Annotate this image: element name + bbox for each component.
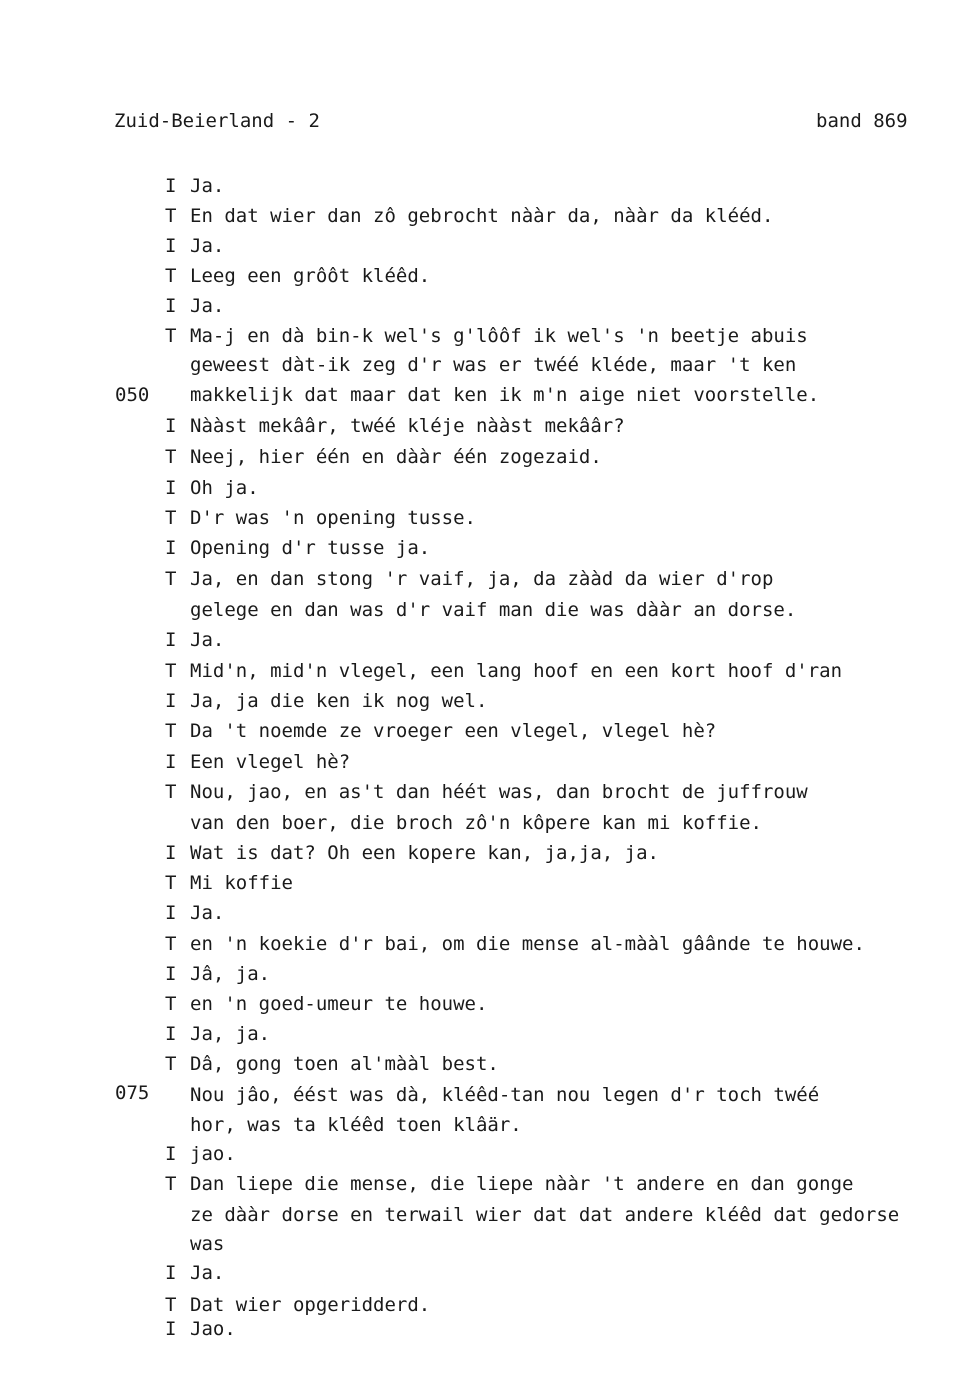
utterance-text: Ja.	[190, 235, 225, 257]
header-band-number: band 869	[816, 110, 908, 132]
transcript-line	[165, 1143, 236, 1165]
utterance-text: en 'n goed-umeur te houwe.	[190, 993, 488, 1015]
transcript-line	[165, 205, 773, 227]
transcript-line	[165, 963, 270, 985]
utterance-text: hor, was ta kléêd toen klâär.	[190, 1114, 522, 1136]
speaker-label: I	[165, 537, 177, 559]
utterance-text: Mi koffie	[190, 872, 293, 894]
utterance-text: Ja, ja.	[190, 1023, 271, 1045]
transcript-line	[165, 1173, 853, 1195]
transcript-line	[165, 902, 224, 924]
transcript-line	[165, 175, 224, 197]
transcript-line	[190, 1084, 819, 1106]
utterance-text: ze dààr dorse en terwail wier dat dat andere kléêd dat gedorse	[190, 1204, 900, 1226]
utterance-text: Dan liepe die mense, die liepe nààr 't andere en dan gonge	[190, 1173, 854, 1195]
transcript-line	[165, 660, 842, 682]
speaker-label: T	[165, 993, 177, 1015]
utterance-text: Nou, jao, en as't dan héét was, dan brocht de juffrouw	[190, 781, 808, 803]
transcript-line	[165, 415, 625, 437]
speaker-label: T	[165, 1173, 177, 1195]
transcript-line	[165, 751, 350, 773]
transcript-line	[190, 354, 796, 376]
transcript-line	[165, 477, 259, 499]
transcript-line	[190, 1233, 224, 1255]
speaker-label: I	[165, 295, 177, 317]
transcript-line	[165, 325, 808, 347]
speaker-label: I	[165, 963, 177, 985]
speaker-label: I	[165, 751, 177, 773]
utterance-text: gelege en dan was d'r vaif man die was dààr an dorse.	[190, 599, 797, 621]
utterance-text: Ja.	[190, 629, 225, 651]
utterance-text: Neej, hier één en dààr één zogezaid.	[190, 446, 602, 468]
utterance-text: Opening d'r tusse ja.	[190, 537, 431, 559]
utterance-text: Oh ja.	[190, 477, 259, 499]
speaker-label: T	[165, 325, 177, 347]
utterance-text: jao.	[190, 1143, 236, 1165]
transcript-line	[165, 690, 487, 712]
transcript-line	[165, 446, 602, 468]
speaker-label: I	[165, 842, 177, 864]
utterance-text: geweest dàt-ik zeg d'r was er twéé kléde, maar 't ken	[190, 354, 797, 376]
transcript-line	[165, 720, 716, 742]
speaker-label: T	[165, 446, 177, 468]
speaker-label: I	[165, 175, 177, 197]
transcript-line	[165, 1053, 499, 1075]
speaker-label: I	[165, 1318, 177, 1340]
speaker-label: I	[165, 629, 177, 651]
transcript-line	[165, 295, 224, 317]
speaker-label: T	[165, 1053, 177, 1075]
speaker-label: I	[165, 1262, 177, 1284]
speaker-label: T	[165, 1294, 177, 1316]
utterance-text: Leeg een grôôt kléêd.	[190, 265, 431, 287]
utterance-text: Ja.	[190, 1262, 225, 1284]
speaker-label: I	[165, 902, 177, 924]
speaker-label: I	[165, 1143, 177, 1165]
transcript-line	[165, 629, 224, 651]
utterance-text: Dâ, gong toen al'mààl best.	[190, 1053, 499, 1075]
speaker-label: T	[165, 781, 177, 803]
speaker-label: I	[165, 1023, 177, 1045]
transcript-line	[165, 507, 476, 529]
utterance-text: En dat wier dan zô gebrocht nààr da, nààr da klééd.	[190, 205, 774, 227]
transcript-line	[190, 599, 796, 621]
utterance-text: Nou jâo, éést was dà, kléêd-tan nou legen d'r toch twéé	[190, 1084, 820, 1106]
margin-line-number: 050	[115, 384, 150, 406]
utterance-text: Jao.	[190, 1318, 236, 1340]
transcript-line	[165, 933, 865, 955]
speaker-label: T	[165, 265, 177, 287]
transcript-line	[165, 537, 430, 559]
speaker-label: T	[165, 507, 177, 529]
utterance-text: Da 't noemde ze vroeger een vlegel, vlegel hè?	[190, 720, 717, 742]
utterance-text: Dat wier opgeridderd.	[190, 1294, 431, 1316]
header-title: Zuid-Beierland - 2	[114, 110, 320, 132]
speaker-label: I	[165, 690, 177, 712]
utterance-text: Mid'n, mid'n vlegel, een lang hoof en een kort hoof d'ran	[190, 660, 843, 682]
transcript-line	[165, 872, 293, 894]
utterance-text: makkelijk dat maar dat ken ik m'n aige niet voorstelle.	[190, 384, 820, 406]
utterance-text: van den boer, die broch zô'n kôpere kan mi koffie.	[190, 812, 762, 834]
speaker-label: I	[165, 235, 177, 257]
transcript-line	[165, 1318, 236, 1340]
transcript-line	[165, 993, 487, 1015]
utterance-text: Wat is dat? Oh een kopere kan, ja,ja, ja.	[190, 842, 659, 864]
speaker-label: T	[165, 568, 177, 590]
speaker-label: T	[165, 205, 177, 227]
transcript-line	[165, 235, 224, 257]
speaker-label: I	[165, 415, 177, 437]
transcript-line	[190, 384, 819, 406]
utterance-text: Ma-j en dà bin-k wel's g'lôôf ik wel's 'n beetje abuis	[190, 325, 808, 347]
transcript-line	[165, 1023, 270, 1045]
utterance-text: Nààst mekââr, twéé kléje nààst mekââr?	[190, 415, 625, 437]
speaker-label: T	[165, 720, 177, 742]
utterance-text: Jâ, ja.	[190, 963, 271, 985]
speaker-label: T	[165, 872, 177, 894]
transcript-line	[190, 812, 762, 834]
utterance-text: Een vlegel hè?	[190, 751, 351, 773]
transcript-line	[165, 842, 659, 864]
utterance-text: was	[190, 1233, 225, 1255]
speaker-label: T	[165, 660, 177, 682]
utterance-text: Ja.	[190, 175, 225, 197]
margin-line-number: 075	[115, 1082, 150, 1104]
utterance-text: en 'n koekie d'r bai, om die mense al-mààl gâânde te houwe.	[190, 933, 865, 955]
transcript-line	[165, 568, 773, 590]
utterance-text: D'r was 'n opening tusse.	[190, 507, 476, 529]
utterance-text: Ja.	[190, 902, 225, 924]
transcript-line	[165, 265, 430, 287]
utterance-text: Ja, ja die ken ik nog wel.	[190, 690, 488, 712]
speaker-label: T	[165, 933, 177, 955]
transcript-line	[190, 1204, 899, 1226]
transcript-line	[165, 1294, 430, 1316]
transcript-line	[165, 781, 808, 803]
utterance-text: Ja, en dan stong 'r vaif, ja, da zààd da wier d'rop	[190, 568, 774, 590]
transcript-line	[165, 1262, 224, 1284]
utterance-text: Ja.	[190, 295, 225, 317]
transcript-line	[190, 1114, 522, 1136]
speaker-label: I	[165, 477, 177, 499]
